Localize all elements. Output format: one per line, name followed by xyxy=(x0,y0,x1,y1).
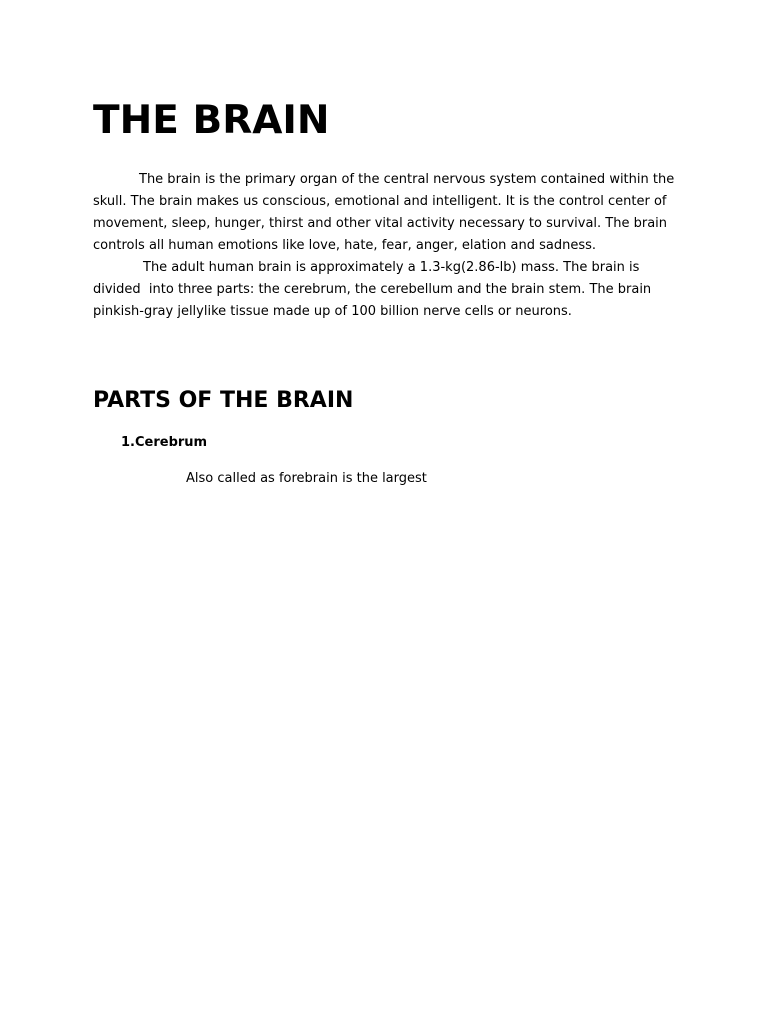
paragraph-line: divided into three parts: the cerebrum, the cerebellum and the brain stem. The brain xyxy=(93,282,652,297)
document-title: THE BRAIN xyxy=(93,98,330,143)
paragraph-line: movement, sleep, hunger, thirst and other vital activity necessary to survival. The brain xyxy=(93,216,668,231)
paragraph-line: The brain is the primary organ of the central nervous system contained within the xyxy=(139,172,675,187)
paragraph-line: skull. The brain makes us conscious, emotional and intelligent. It is the control center of xyxy=(93,194,667,209)
subsection-heading: 1.Cerebrum xyxy=(121,435,208,450)
section-heading: PARTS OF THE BRAIN xyxy=(93,388,354,413)
intro-paragraph xyxy=(93,169,674,257)
brain-mass-paragraph xyxy=(93,257,651,323)
paragraph-line: controls all human emotions like love, hate, fear, anger, elation and sadness. xyxy=(93,238,597,253)
paragraph-line: pinkish-gray jellylike tissue made up of 100 billion nerve cells or neurons. xyxy=(93,304,572,319)
paragraph-line: The adult human brain is approximately a 1.3-kg(2.86-lb) mass. The brain is xyxy=(143,260,640,275)
subsection-text: Also called as forebrain is the largest xyxy=(186,471,427,486)
